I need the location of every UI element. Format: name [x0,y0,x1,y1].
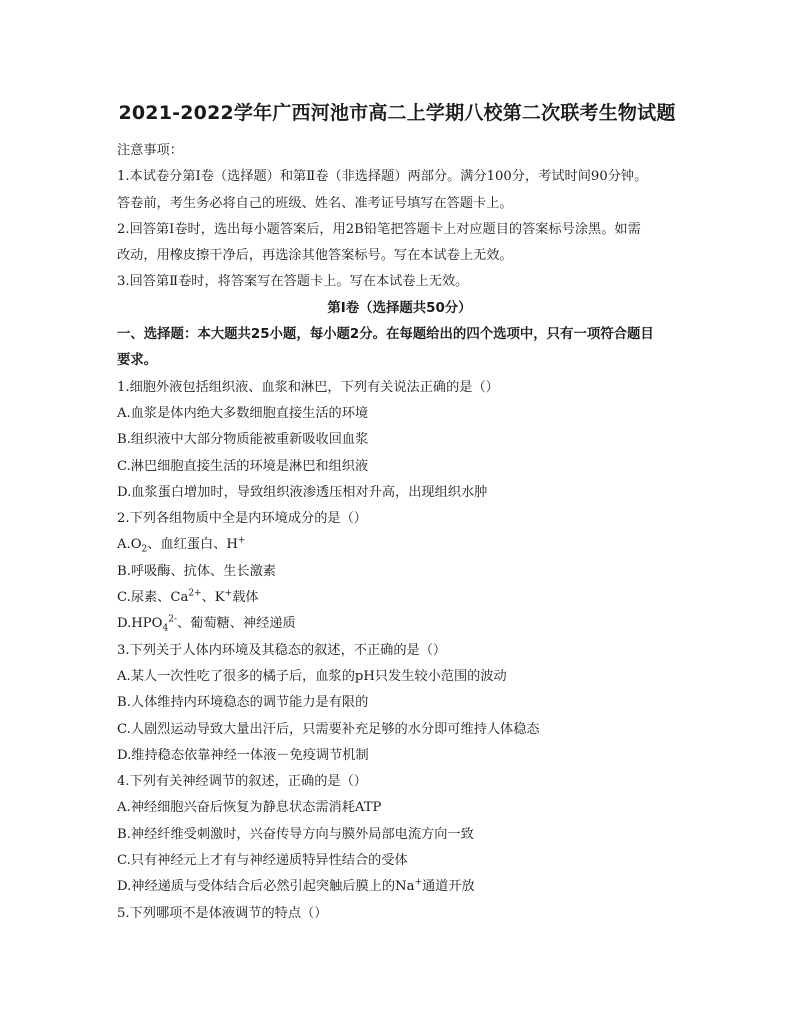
notice-heading: 注意事项： [117,143,183,158]
question-3-stem: 3.下列关于人体内环境及其稳态的叙述，不正确的是（） [117,642,447,658]
question-1-option-d: D.血浆蛋白增加时，导致组织液渗透压相对升高，出现组织水肿 [117,484,488,500]
q4-d-text-1: D.神经递质与受体结合后必然引起突触后膜上的Na [117,879,415,895]
q2-c-text-3: 载体 [232,590,259,606]
q4-d-superscript: + [414,877,422,888]
section-1-heading-continued: 要求。 [117,353,158,369]
question-4-option-b: B.神经纤维受刺激时，兴奋传导方向与膜外局部电流方向一致 [117,826,474,842]
question-1-option-b: B.组织液中大部分物质能被重新吸收回血浆 [117,432,369,448]
document-title: 2021-2022学年广西河池市高二上学期八校第二次联考生物试题 [118,102,676,124]
q2-a-subscript: 2 [141,545,148,556]
q2-c-superscript-2: + [224,588,233,599]
q2-d-text-1: D.HPO [117,616,163,632]
question-2-option-d [117,611,682,637]
section-1-heading: 一、选择题：本大题共25小题，每小题2分。在每题给出的四个选项中，只有一项符合题目 [117,327,654,343]
q2-d-text-2: 、葡萄糖、神经递质 [177,616,296,632]
question-3-option-b: B.人体维持内环境稳态的调节能力是有限的 [117,695,369,711]
q2-c-text-2: 、K [201,590,225,606]
q2-c-text-1: C.尿素、Ca [117,590,189,606]
question-4-option-a: A.神经细胞兴奋后恢复为静息状态需消耗ATP [117,800,382,816]
question-4-option-c: C.只有神经元上才有与神经递质特异性结合的受体 [117,853,408,869]
question-4-stem: 4.下列有关神经调节的叙述，正确的是（） [117,774,367,790]
notice-item-2-continued: 改动，用橡皮擦干净后，再选涂其他答案标号。写在本试卷上无效。 [117,248,513,264]
question-2-option-b: B.呼吸酶、抗体、生长激素 [117,563,276,579]
question-1-option-a: A.血浆是体内绝大多数细胞直接生活的环境 [117,405,369,421]
notice-item-1-continued: 答卷前，考生务必将自己的班级、姓名、准考证号填写在答题卡上。 [117,195,513,211]
question-1-stem: 1.细胞外液包括组织液、血浆和淋巴，下列有关说法正确的是（） [117,379,499,395]
q2-a-superscript: + [237,536,246,547]
question-3-option-c: C.人剧烈运动导致大量出汗后，只需要补充足够的水分即可维持人体稳态 [117,721,540,737]
question-5-stem: 5.下列哪项不是体液调节的特点（） [117,905,328,921]
question-3-option-d: D.维持稳态依靠神经一体液－免疫调节机制 [117,747,369,763]
notice-item-1: 1.本试卷分第Ⅰ卷（选择题）和第Ⅱ卷（非选择题）两部分。满分100分，考试时间90分钟。 [117,169,648,185]
part-1-heading: 第Ⅰ卷（选择题共50分） [327,300,472,316]
question-2-option-c [117,585,682,611]
q4-d-text-2: 通道开放 [422,879,475,895]
question-3-option-a: A.某人一次性吃了很多的橘子后，血浆的pH只发生较小范围的波动 [117,668,507,684]
q2-d-subscript: 4 [162,623,169,634]
notice-item-3: 3.回答第Ⅱ卷时，将答案写在答题卡上。写在本试卷上无效。 [117,274,469,290]
notice-item-2: 2.回答第Ⅰ卷时，选出每小题答案后，用2B铅笔把答题卡上对应题目的答案标号涂黑。如需 [117,221,641,237]
q2-c-superscript-1: 2+ [188,588,202,599]
q2-a-text-1: A.O [117,537,142,553]
document-body [117,138,682,927]
q2-a-text-2: 、血红蛋白、H [147,537,238,553]
question-1-option-c: C.淋巴细胞直接生活的环境是淋巴和组织液 [117,458,369,474]
question-2-option-a [117,532,682,558]
q2-d-superscript: 2- [168,614,177,625]
question-4-option-d [117,874,682,900]
question-2-stem: 2.下列各组物质中全是内环境成分的是（） [117,511,367,527]
